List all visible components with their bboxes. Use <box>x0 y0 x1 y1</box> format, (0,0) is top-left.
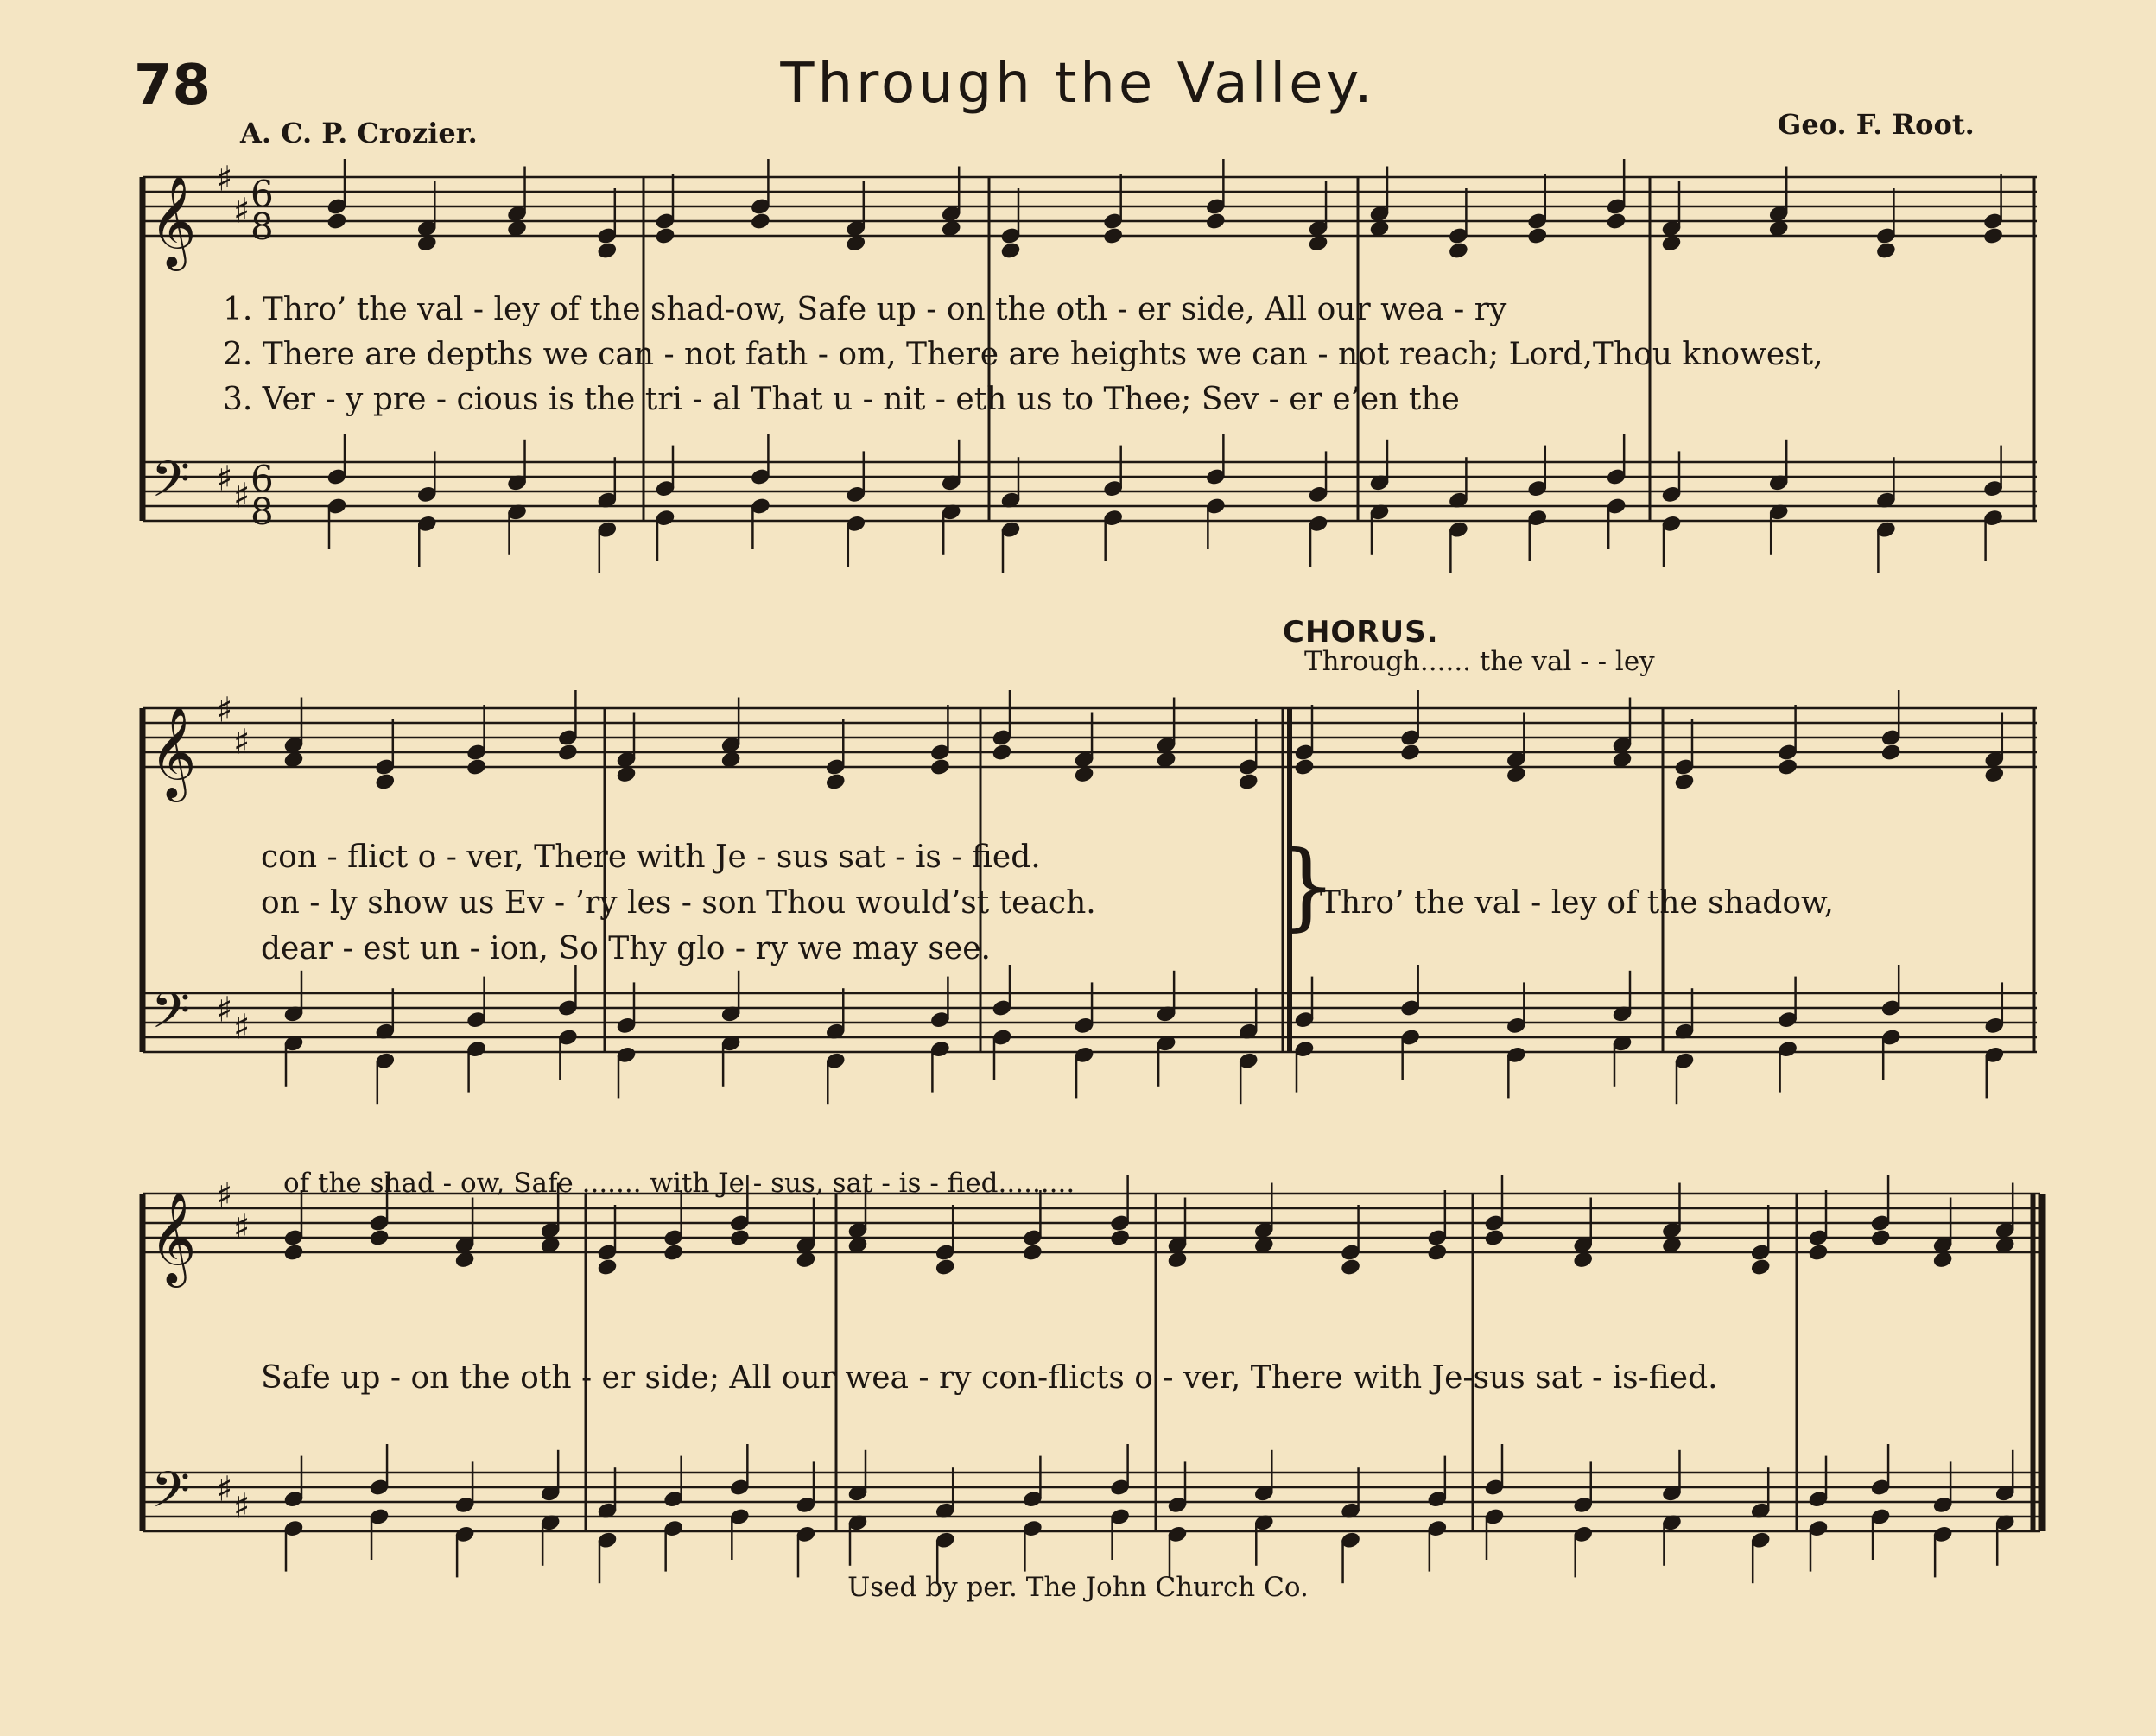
chorus-echo-line-2: of the shad - ow, Safe ....... with Je - sus, sat - is - fied......... <box>283 1168 1075 1199</box>
key-sharp: ♯ <box>233 722 250 763</box>
verse-1-line-1: 1. Thro’ the val - ley of the shad-ow, Safe up - on the oth - er side, All our wea - ry <box>223 292 1507 327</box>
verse-bracket: } <box>1277 830 1337 941</box>
notehead <box>466 758 487 776</box>
notehead <box>1205 212 1226 231</box>
time-signature-bottom: 8 <box>250 491 274 533</box>
notehead <box>597 242 618 260</box>
notehead <box>1750 1258 1771 1277</box>
verse-2-line-1: 2. There are depths we can - not fath - om, There are heights we can - not reach; Lord,Thou knowest, <box>223 337 1823 372</box>
notehead <box>1870 1229 1891 1247</box>
notehead <box>1983 227 2004 245</box>
notehead <box>825 773 846 791</box>
lyricist-credit: A. C. P. Crozier. <box>240 117 478 149</box>
key-sharp: ♯ <box>216 159 233 200</box>
notehead <box>729 1229 750 1247</box>
page-number: 78 <box>134 54 212 117</box>
time-signature-top: 6 <box>250 173 274 215</box>
notehead <box>1294 758 1315 776</box>
key-sharp: ♯ <box>233 1486 250 1527</box>
notehead <box>1484 1229 1505 1247</box>
notehead <box>929 758 950 776</box>
chorus-label: CHORUS. <box>1283 615 1439 649</box>
time-signature-bottom: 8 <box>250 206 274 248</box>
notehead <box>1238 773 1259 791</box>
notehead <box>1527 227 1548 245</box>
notehead <box>1880 744 1901 762</box>
notehead <box>1808 1244 1829 1262</box>
notehead <box>1875 242 1896 260</box>
verse-3-line-1: 3. Ver - y pre - cious is the tri - al That u - nit - eth us to Thee; Sev - er e’en the <box>223 382 1460 417</box>
composer-credit: Geo. F. Root. <box>1778 108 1975 141</box>
notehead <box>655 227 675 245</box>
notehead <box>663 1244 684 1262</box>
treble-clef: 𝄞 <box>149 706 197 798</box>
time-signature-top: 6 <box>250 458 274 500</box>
verse-3-line-2: dear - est un - ion, So Thy glo - ry we may see. <box>261 931 991 966</box>
notehead <box>557 744 578 762</box>
treble-clef: 𝄞 <box>149 174 197 267</box>
bass-clef: 𝄢 <box>151 1460 191 1531</box>
bass-clef: 𝄢 <box>151 450 191 521</box>
notehead <box>375 773 396 791</box>
bass-clef: 𝄢 <box>151 981 191 1052</box>
notehead <box>1400 744 1421 762</box>
notehead <box>1000 242 1021 260</box>
treble-clef: 𝄞 <box>149 1191 197 1283</box>
key-sharp: ♯ <box>216 990 233 1030</box>
key-sharp: ♯ <box>216 459 233 499</box>
notehead <box>283 1244 304 1262</box>
notehead <box>992 744 1012 762</box>
notehead <box>597 1258 618 1277</box>
notehead <box>1022 1244 1043 1262</box>
notehead <box>935 1258 955 1277</box>
notehead <box>327 212 347 231</box>
verse-1-line-2: con - flict o - ver, There with Je - sus sat - is - fied. <box>261 839 1041 875</box>
notehead <box>1606 212 1627 231</box>
notehead <box>750 212 770 231</box>
notehead <box>369 1229 390 1247</box>
hymn-title: Through the Valley. <box>780 52 1376 116</box>
verse-2-line-2: on - ly show us Ev - ’ry les - son Thou would’st teach. <box>261 885 1096 921</box>
notehead <box>1103 227 1124 245</box>
key-sharp: ♯ <box>233 1007 250 1048</box>
key-sharp: ♯ <box>233 191 250 231</box>
notehead <box>1341 1258 1361 1277</box>
notehead <box>1778 758 1798 776</box>
notehead <box>1427 1244 1448 1262</box>
permission-notice: Used by per. The John Church Co. <box>847 1572 1309 1603</box>
key-sharp: ♯ <box>216 690 233 731</box>
key-sharp: ♯ <box>233 1207 250 1248</box>
notehead <box>1110 1229 1131 1247</box>
key-sharp: ♯ <box>216 1175 233 1216</box>
chorus-refrain-end: Safe up - on the oth - er side; All our wea - ry con-flicts o - ver, There with Je-sus sat - is-fied. <box>261 1360 1718 1396</box>
chorus-echo-line-1: Through...... the val - - ley <box>1304 646 1655 677</box>
notehead <box>1448 242 1468 260</box>
chorus-refrain-start: Thro’ the val - ley of the shadow, <box>1320 885 1835 921</box>
key-sharp: ♯ <box>233 476 250 516</box>
key-sharp: ♯ <box>216 1469 233 1510</box>
notehead <box>1674 773 1695 791</box>
